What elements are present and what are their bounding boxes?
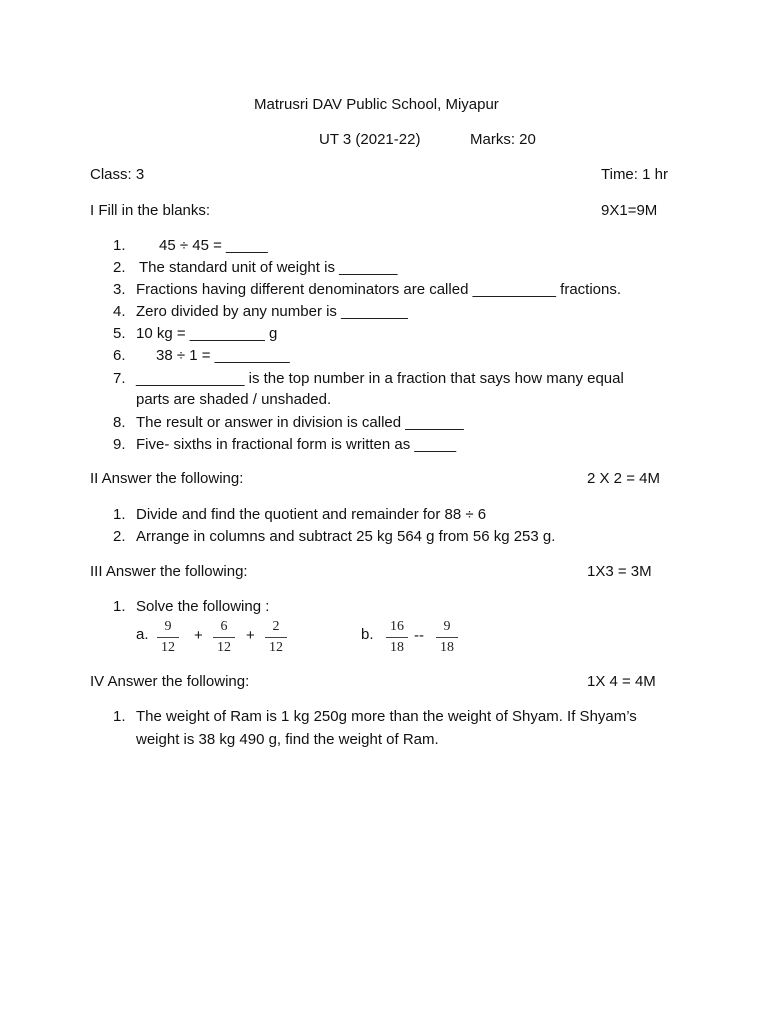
item-number: 6. [113,347,126,364]
fraction [211,618,237,657]
question-text-continued: parts are shaded / unshaded. [136,391,332,408]
question-text: 38 ÷ 1 = _________ [156,347,290,364]
plus-sign: + [246,627,255,644]
section-1-title: I Fill in the blanks: [90,202,211,219]
question-text: Arrange in columns and subtract 25 kg 564 g from 56 kg 253 g. [136,528,556,545]
school-name: Matrusri DAV Public School, Miyapur [254,96,499,113]
denominator: 12 [161,640,175,655]
section-1-marks: 9X1=9M [601,202,658,219]
question-text: _____________ is the top number in a fraction that says how many equal [136,370,624,387]
numerator: 9 [164,619,172,634]
denominator: 12 [217,640,231,655]
fraction-bar [213,637,235,638]
fraction [434,618,460,657]
item-number: 5. [113,325,126,342]
item-number: 2. [113,259,126,276]
section-3-marks: 1X3 = 3M [587,563,652,580]
section-4-title: IV Answer the following: [90,673,250,690]
question-text: Fractions having different denominators are called __________ fractions. [136,281,622,298]
time-label: Time: 1 hr [601,166,668,183]
numerator: 2 [272,619,280,634]
fraction-bar [157,637,179,638]
question-text-continued: weight is 38 kg 490 g, find the weight of Ram. [136,731,439,748]
numerator: 16 [390,619,404,634]
item-number: 9. [113,436,126,453]
question-text: 10 kg = _________ g [136,325,278,342]
fraction-bar [265,637,287,638]
total-marks: Marks: 20 [470,131,536,148]
fraction-bar [436,637,458,638]
minus-sign: -- [414,627,424,644]
item-number: 3. [113,281,126,298]
item-number: 1. [113,237,126,254]
section-4-marks: 1X 4 = 4M [587,673,656,690]
part-a-label: a. [136,626,149,643]
part-b-label: b. [361,626,374,643]
item-number: 2. [113,528,126,545]
item-number: 1. [113,598,126,615]
question-text: 45 ÷ 45 = _____ [159,237,268,254]
fraction [384,618,410,657]
item-number: 8. [113,414,126,431]
item-number: 4. [113,303,126,320]
class-label: Class: 3 [90,166,145,183]
denominator: 18 [390,640,404,655]
item-number: 7. [113,370,126,387]
question-text: Solve the following : [136,598,270,615]
numerator: 6 [220,619,228,634]
item-number: 1. [113,506,126,523]
denominator: 18 [440,640,454,655]
fraction-bar [386,637,408,638]
question-text: The result or answer in division is called _______ [136,414,464,431]
numerator: 9 [443,619,451,634]
section-3-title: III Answer the following: [90,563,248,580]
section-2-title: II Answer the following: [90,470,244,487]
item-number: 1. [113,708,126,725]
fraction [155,618,181,657]
question-text: The weight of Ram is 1 kg 250g more than the weight of Shyam. If Shyam’s [136,708,637,725]
question-text: Divide and find the quotient and remainder for 88 ÷ 6 [136,506,487,523]
plus-sign: + [194,627,203,644]
test-title: UT 3 (2021-22) [319,131,421,148]
fraction [263,618,289,657]
denominator: 12 [269,640,283,655]
question-text: The standard unit of weight is _______ [139,259,398,276]
section-2-marks: 2 X 2 = 4M [587,470,660,487]
question-text: Zero divided by any number is ________ [136,303,408,320]
question-text: Five- sixths in fractional form is written as _____ [136,436,457,453]
